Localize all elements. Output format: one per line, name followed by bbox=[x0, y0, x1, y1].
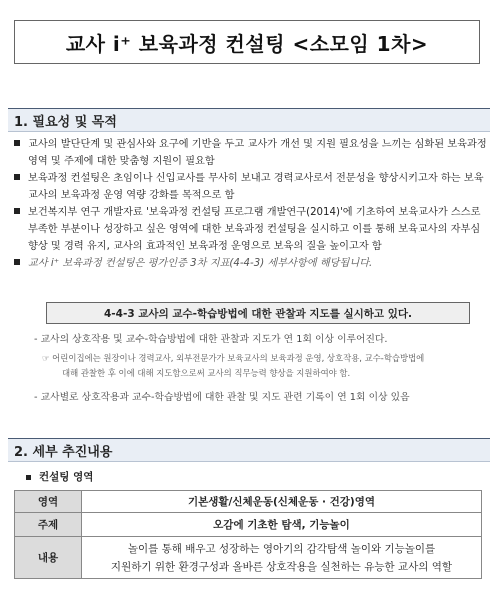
page-title: 교사 i⁺ 보육과정 컨설팅 <소모임 1차> bbox=[14, 20, 480, 64]
necessity-bullet-list bbox=[14, 136, 490, 272]
table-row bbox=[15, 491, 482, 513]
indicator-note-line-1: ☞ 어린이집에는 원장이나 경력교사, 외부전문가가 보육교사의 보육과정 운영, 상호작용, 교수-학습방법에 bbox=[42, 353, 425, 363]
content-line-1: 놀이를 통해 배우고 성장하는 영아기의 감각탐색 놀이와 기능놀이를 bbox=[127, 542, 436, 555]
square-bullet-icon bbox=[14, 259, 20, 265]
table-header-cell: 영역 bbox=[15, 491, 82, 513]
list-item: 교사 i⁺ 보육과정 컨설팅은 평가인증 3차 지표(4-4-3) 세부사항에 해당됩니다. bbox=[14, 255, 490, 272]
list-item: 교사의 발단단계 및 관심사와 요구에 기반을 두고 교사가 개선 및 지원 필요성을 느끼는 심화된 보육과정 영역 및 주제에 대한 맞춤형 지원이 필요함 bbox=[14, 136, 490, 170]
square-bullet-icon bbox=[14, 140, 20, 146]
consulting-area-label: 컨설팅 영역 bbox=[26, 469, 93, 484]
section-heading-details: 2. 세부 추진내용 bbox=[8, 438, 490, 462]
table-header-cell: 주제 bbox=[15, 513, 82, 537]
table-cell bbox=[82, 537, 482, 579]
section-heading-necessity: 1. 필요성 및 목적 bbox=[8, 108, 490, 132]
table-row bbox=[15, 513, 482, 537]
list-item: 보육과정 컨설팅은 초임이나 신입교사를 무사히 보내고 경력교사로서 전문성을 향상시키고자 하는 보육교사의 보육과정 운영 역량 강화를 목적으로 함 bbox=[14, 170, 490, 204]
indicator-detail-1: - 교사의 상호작용 및 교수-학습방법에 대한 관찰과 지도가 연 1회 이상 이루어진다. bbox=[34, 334, 388, 345]
indicator-box: 4-4-3 교사의 교수-학습방법에 대한 관찰과 지도를 실시하고 있다. bbox=[46, 302, 470, 324]
consulting-table bbox=[14, 490, 482, 579]
square-bullet-icon bbox=[14, 208, 20, 214]
table-cell: 오감에 기초한 탐색, 기능놀이 bbox=[82, 513, 482, 537]
table-cell: 기본생활/신체운동(신체운동 · 건강)영역 bbox=[82, 491, 482, 513]
list-item: 보건복지부 연구 개발자료 '보육과정 컨설팅 프로그램 개발연구(2014)'에 기초하여 보육교사가 스스로 부족한 부분이나 성장하고 싶은 영역에 대한 보육과정 컨설팅을 실시하고 이를 통해 보육교사의 자부심 향상 및 경력 유지, 교사의 효과적인 보육과정 운영으로 보육의 질을 높이고자 함 bbox=[14, 204, 490, 255]
content-line-2: 지원하기 위한 환경구성과 올바른 상호작용을 실천하는 유능한 교사의 역할 bbox=[110, 560, 453, 573]
indicator-detail-2: - 교사별로 상호작용과 교수-학습방법에 대한 관찰 및 지도 관련 기록이 연 1회 이상 있음 bbox=[34, 392, 410, 403]
square-bullet-icon bbox=[26, 475, 31, 480]
square-bullet-icon bbox=[14, 174, 20, 180]
table-header-cell: 내용 bbox=[15, 537, 82, 579]
table-row bbox=[15, 537, 482, 579]
indicator-note-line-2: 대해 관찰한 후 이에 대해 지도함으로써 교사의 직무능력 향상을 지원하여야 함. bbox=[62, 368, 351, 378]
